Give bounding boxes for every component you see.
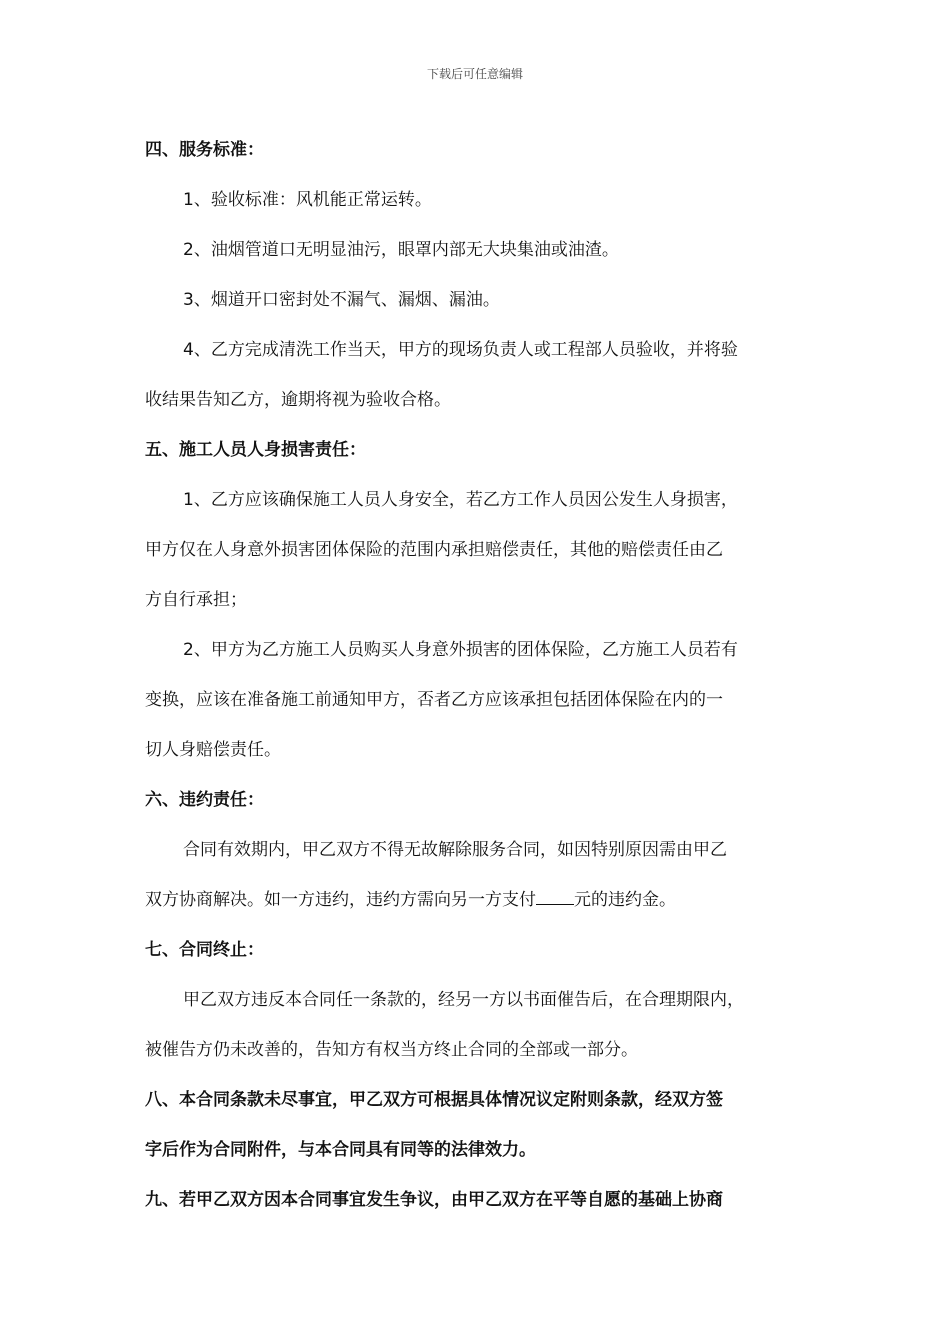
section-5-p1-line-1: 1、乙方应该确保施工人员人身安全，若乙方工作人员因公发生人身损害， [183,490,738,510]
section-5-heading: 五、施工人员人身损害责任： [145,440,366,460]
section-4-item-3: 3、烟道开口密封处不漏气、漏烟、漏油。 [183,290,500,310]
section-6-line-2-before: 双方协商解决。如一方违约，违约方需向另一方支付 [145,890,536,910]
section-4-heading: 四、服务标准： [145,140,264,160]
section-4-item-1: 1、验收标准：风机能正常运转。 [183,190,432,210]
section-7-heading: 七、合同终止： [145,940,264,960]
section-6-line-2-after: 元的违约金。 [574,890,676,910]
section-5-p2-line-2: 变换，应该在准备施工前通知甲方，否者乙方应该承担包括团体保险在内的一 [145,690,723,710]
section-4-item-4-line-1: 4、乙方完成清洗工作当天，甲方的现场负责人或工程部人员验收，并将验 [183,340,738,360]
section-8-line-1: 八、本合同条款未尽事宜，甲乙双方可根据具体情况议定附则条款，经双方签 [145,1090,723,1110]
section-4-item-2: 2、油烟管道口无明显油污，眼罩内部无大块集油或油渣。 [183,240,619,260]
section-5-p1-line-2: 甲方仅在人身意外损害团体保险的范围内承担赔偿责任，其他的赔偿责任由乙 [145,540,723,560]
contract-body [145,125,810,1225]
section-5-p2-line-3: 切人身赔偿责任。 [145,740,281,760]
section-7-line-1: 甲乙双方违反本合同任一条款的，经另一方以书面催告后，在合理期限内， [183,990,744,1010]
section-4-item-4-line-2: 收结果告知乙方，逾期将视为验收合格。 [145,390,451,410]
section-6-line-2 [145,875,810,925]
page-header: 下载后可任意编辑 [426,67,523,81]
section-7-line-2: 被催告方仍未改善的，告知方有权当方终止合同的全部或一部分。 [145,1040,638,1060]
section-6-line-1: 合同有效期内，甲乙双方不得无故解除服务合同，如因特别原因需由甲乙 [183,840,727,860]
section-6-heading: 六、违约责任： [145,790,264,810]
section-8-line-2: 字后作为合同附件，与本合同具有同等的法律效力。 [145,1140,536,1160]
section-9-line-1: 九、若甲乙双方因本合同事宜发生争议，由甲乙双方在平等自愿的基础上协商 [145,1190,723,1210]
amount-blank [536,890,574,905]
section-5-p2-line-1: 2、甲方为乙方施工人员购买人身意外损害的团体保险，乙方施工人员若有 [183,640,738,660]
section-5-p1-line-3: 方自行承担； [145,590,247,610]
